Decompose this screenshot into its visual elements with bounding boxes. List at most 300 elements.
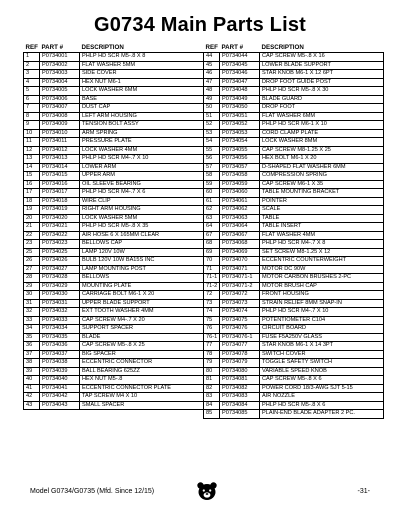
- ref-cell: 37: [24, 350, 40, 359]
- part-number-cell: P0734011: [40, 138, 80, 147]
- page-footer: [30, 485, 370, 501]
- ref-cell: 85: [204, 410, 220, 419]
- ref-cell: 31: [24, 299, 40, 308]
- ref-cell: 43: [24, 401, 40, 410]
- table-row: [204, 87, 384, 96]
- description-cell: PRESSURE PLATE: [80, 138, 204, 147]
- description-cell: SCALE: [260, 206, 384, 215]
- part-number-cell: P0734041: [40, 384, 80, 393]
- ref-cell: 33: [24, 316, 40, 325]
- ref-cell: 80: [204, 367, 220, 376]
- description-cell: CIRCUIT BOARD: [260, 325, 384, 334]
- part-number-cell: P0734063: [220, 214, 260, 223]
- table-row: [204, 274, 384, 283]
- description-cell: DROP FOOT: [260, 104, 384, 113]
- table-row: [24, 61, 204, 70]
- description-cell: POWER CORD 18/3-AWG SJT 5-15: [260, 384, 384, 393]
- part-number-cell: P0734038: [40, 359, 80, 368]
- description-cell: WIRE CLIP: [80, 197, 204, 206]
- description-cell: PHLP HD SCR M5-.8 X 8: [80, 53, 204, 62]
- description-cell: CAP SCREW M5-.8 X 16: [260, 53, 384, 62]
- description-cell: HEX NUT M6-1: [80, 78, 204, 87]
- ref-cell: 34: [24, 325, 40, 334]
- ref-cell: 72: [204, 291, 220, 300]
- part-number-cell: P0734021: [40, 223, 80, 232]
- description-cell: CORD CLAMP PLATE: [260, 129, 384, 138]
- table-row: [204, 393, 384, 402]
- table-row: [24, 359, 204, 368]
- part-number-cell: P0734034: [40, 325, 80, 334]
- part-number-cell: P0734008: [40, 112, 80, 121]
- description-cell: LOCK WASHER 8MM: [260, 138, 384, 147]
- table-row: [204, 265, 384, 274]
- part-number-cell: P0734026: [40, 257, 80, 266]
- part-number-cell: P0734017: [40, 189, 80, 198]
- description-cell: LOCK WASHER 5MM: [80, 214, 204, 223]
- part-number-cell: P0734077: [220, 342, 260, 351]
- ref-cell: 28: [24, 274, 40, 283]
- description-cell: STAR KNOB M6-1 X 14 3PT: [260, 342, 384, 351]
- description-cell: SET SCREW M8-1.25 X 12: [260, 248, 384, 257]
- table-row: [204, 325, 384, 334]
- part-number-cell: P0734002: [40, 61, 80, 70]
- part-number-cell: P0734016: [40, 180, 80, 189]
- description-cell: POTENTIOMETER C104: [260, 316, 384, 325]
- part-number-cell: P0734042: [40, 393, 80, 402]
- part-number-cell: P0734070: [220, 257, 260, 266]
- description-cell: TAP SCREW M4 X 10: [80, 393, 204, 402]
- part-number-cell: P0734068: [220, 240, 260, 249]
- ref-cell: 6: [24, 95, 40, 104]
- table-row: [204, 189, 384, 198]
- table-row: [24, 350, 204, 359]
- description-cell: UPPER BLADE SUPPORT: [80, 299, 204, 308]
- description-cell: CARRIAGE BOLT M6-1 X 20: [80, 291, 204, 300]
- table-row: [24, 291, 204, 300]
- ref-cell: 83: [204, 393, 220, 402]
- ref-cell: 56: [204, 155, 220, 164]
- table-row: [24, 87, 204, 96]
- part-number-cell: P0734020: [40, 214, 80, 223]
- description-cell: TABLE: [260, 214, 384, 223]
- part-number-cell: P0734058: [220, 172, 260, 181]
- table-row: [204, 291, 384, 300]
- ref-cell: 35: [24, 333, 40, 342]
- part-number-cell: P0734043: [40, 401, 80, 410]
- description-cell: OIL SLEEVE BEARING: [80, 180, 204, 189]
- description-cell: PHLP HD SCR M4-.7 X 10: [80, 155, 204, 164]
- part-number-cell: P0734039: [40, 367, 80, 376]
- table-row: [24, 231, 204, 240]
- description-cell: HEX BOLT M6-1 X 20: [260, 155, 384, 164]
- table-row: [24, 333, 204, 342]
- ref-cell: 47: [204, 78, 220, 87]
- table-row: [24, 155, 204, 164]
- description-cell: BELLOWS CAP: [80, 240, 204, 249]
- description-cell: BULB 120V 10W BA15S INC: [80, 257, 204, 266]
- footer-model-text: Model G0734/G0735 (Mfd. Since 12/15): [30, 488, 155, 495]
- table-row: [24, 325, 204, 334]
- ref-cell: 71-2: [204, 282, 220, 291]
- table-row: [204, 231, 384, 240]
- table-row: [204, 146, 384, 155]
- part-number-cell: P0734007: [40, 104, 80, 113]
- ref-cell: 51: [204, 112, 220, 121]
- description-cell: ECCENTRIC CONNECTOR PLATE: [80, 384, 204, 393]
- table-row: [204, 299, 384, 308]
- ref-cell: 30: [24, 291, 40, 300]
- part-number-cell: P0734064: [220, 223, 260, 232]
- ref-cell: 39: [24, 367, 40, 376]
- ref-cell: 48: [204, 87, 220, 96]
- part-number-cell: P0734078: [220, 350, 260, 359]
- ref-cell: 73: [204, 299, 220, 308]
- grizzly-bear-logo-icon: [196, 481, 218, 501]
- description-cell: MOTOR BRUSH CAP: [260, 282, 384, 291]
- table-row: [204, 155, 384, 164]
- part-number-cell: P0734006: [40, 95, 80, 104]
- description-cell: FUSE F5A250V GLASS: [260, 333, 384, 342]
- part-number-cell: P0734022: [40, 231, 80, 240]
- part-number-cell: P0734067: [220, 231, 260, 240]
- description-cell: FLAT WASHER 6MM: [260, 112, 384, 121]
- description-cell: LOWER ARM: [80, 163, 204, 172]
- table-row: [24, 367, 204, 376]
- table-row: [204, 342, 384, 351]
- part-number-cell: P0734054: [220, 138, 260, 147]
- description-cell: CAP SCREW M6-1 X 35: [260, 180, 384, 189]
- table-row: [204, 70, 384, 79]
- ref-cell: 29: [24, 282, 40, 291]
- table-row: [204, 172, 384, 181]
- part-number-cell: P0734050: [220, 104, 260, 113]
- table-row: [24, 180, 204, 189]
- ref-cell: 53: [204, 129, 220, 138]
- table-row: [204, 112, 384, 121]
- part-number-cell: P0734075: [220, 316, 260, 325]
- table-row: [24, 316, 204, 325]
- table-row: [204, 121, 384, 130]
- ref-cell: 27: [24, 265, 40, 274]
- ref-cell: 57: [204, 163, 220, 172]
- table-row: [24, 172, 204, 181]
- ref-cell: 19: [24, 206, 40, 215]
- ref-cell: 3: [24, 70, 40, 79]
- part-number-cell: P0734083: [220, 393, 260, 402]
- description-cell: POINTER: [260, 197, 384, 206]
- description-cell: DROP FOOT GUIDE POST: [260, 78, 384, 87]
- part-number-cell: P0734055: [220, 146, 260, 155]
- ref-cell: 12: [24, 146, 40, 155]
- description-cell: PLAIN-END BLADE ADAPTER 2 PC.: [260, 410, 384, 419]
- ref-cell: 42: [24, 393, 40, 402]
- ref-cell: 45: [204, 61, 220, 70]
- ref-cell: 67: [204, 231, 220, 240]
- description-cell: FLAT WASHER 4MM: [260, 231, 384, 240]
- part-number-cell: P0734060: [220, 189, 260, 198]
- ref-cell: 78: [204, 350, 220, 359]
- ref-cell: 22: [24, 231, 40, 240]
- ref-cell: 77: [204, 342, 220, 351]
- ref-cell: 25: [24, 248, 40, 257]
- part-number-cell: P0734071: [220, 265, 260, 274]
- description-cell: DUST CAP: [80, 104, 204, 113]
- description-cell: AIR NOZZLE: [260, 393, 384, 402]
- description-cell: TABLE INSERT: [260, 223, 384, 232]
- ref-cell: 4: [24, 78, 40, 87]
- ref-cell: 10: [24, 129, 40, 138]
- table-row: [204, 410, 384, 419]
- part-number-cell: P0734071-2: [220, 282, 260, 291]
- part-number-cell: P0734025: [40, 248, 80, 257]
- description-cell: PHLP HD SCR M5-.8 X 30: [260, 87, 384, 96]
- ref-column-header: REF: [25, 44, 38, 51]
- description-cell: STRAIN RELIEF 8MM SNAP-IN: [260, 299, 384, 308]
- part-number-cell: P0734040: [40, 376, 80, 385]
- ref-cell: 54: [204, 138, 220, 147]
- table-row: [24, 257, 204, 266]
- ref-cell: 61: [204, 197, 220, 206]
- table-row: [24, 214, 204, 223]
- description-cell: D-SHAPED FLAT WASHER 6MM: [260, 163, 384, 172]
- ref-cell: 36: [24, 342, 40, 351]
- table-row: [204, 95, 384, 104]
- description-cell: CAP SCREW M5-.8 X 6: [260, 376, 384, 385]
- part-number-cell: P0734035: [40, 333, 80, 342]
- part-number-cell: P0734023: [40, 240, 80, 249]
- description-cell: BALL BEARING 625ZZ: [80, 367, 204, 376]
- table-row: [204, 376, 384, 385]
- ref-cell: 2: [24, 61, 40, 70]
- part-number-cell: P0734032: [40, 308, 80, 317]
- ref-cell: 1: [24, 53, 40, 62]
- table-row: [24, 384, 204, 393]
- part-number-cell: P0734031: [40, 299, 80, 308]
- ref-cell: 7: [24, 104, 40, 113]
- ref-cell: 69: [204, 248, 220, 257]
- part-number-cell: P0734033: [40, 316, 80, 325]
- description-cell: BIG SPACER: [80, 350, 204, 359]
- ref-cell: 5: [24, 87, 40, 96]
- description-cell: AIR HOSE 6 X 165MM CLEAR: [80, 231, 204, 240]
- part-number-cell: P0734012: [40, 146, 80, 155]
- table-row: [204, 214, 384, 223]
- ref-cell: 60: [204, 189, 220, 198]
- part-number-cell: P0734074: [220, 308, 260, 317]
- description-cell: PHLP HD SCR M4-.7 X 10: [260, 308, 384, 317]
- description-cell: STAR KNOB M6-1 X 12 6PT: [260, 70, 384, 79]
- part-number-cell: P0734030: [40, 291, 80, 300]
- description-cell: BLADE: [80, 333, 204, 342]
- ref-cell: 18: [24, 197, 40, 206]
- description-cell: FLAT WASHER 5MM: [80, 61, 204, 70]
- description-cell: HEX NUT M5-.8: [80, 376, 204, 385]
- part-number-cell: P0734069: [220, 248, 260, 257]
- part-number-cell: P0734073: [220, 299, 260, 308]
- table-row: [24, 342, 204, 351]
- part-number-cell: P0734004: [40, 78, 80, 87]
- table-row: [204, 138, 384, 147]
- description-cell: TENSION BOLT ASSY: [80, 121, 204, 130]
- part-number-cell: P0734079: [220, 359, 260, 368]
- part-number-cell: P0734044: [220, 53, 260, 62]
- table-row: [24, 146, 204, 155]
- description-cell: ECCENTRIC COUNTERWEIGHT: [260, 257, 384, 266]
- part-number-cell: P0734071-1: [220, 274, 260, 283]
- table-row: [24, 95, 204, 104]
- part-number-cell: P0734076: [220, 325, 260, 334]
- description-cell: RIGHT ARM HOUSING: [80, 206, 204, 215]
- description-cell: LOWER BLADE SUPPORT: [260, 61, 384, 70]
- table-row: [24, 248, 204, 257]
- ref-cell: 52: [204, 121, 220, 130]
- table-row: [204, 53, 384, 62]
- page-title: G0734 Main Parts List: [93, 14, 307, 36]
- ref-cell: 13: [24, 155, 40, 164]
- table-row: [24, 393, 204, 402]
- description-cell: PHLP HD SCR M6-1 X 10: [260, 121, 384, 130]
- ref-cell: 26: [24, 257, 40, 266]
- part-column-header: PART #: [220, 44, 260, 53]
- table-row: [24, 197, 204, 206]
- description-cell: MOTOR CARBON BRUSHES 2-PC: [260, 274, 384, 283]
- part-number-cell: P0734005: [40, 87, 80, 96]
- description-cell: PHLP HD SCR M5-.8 X 6: [260, 401, 384, 410]
- ref-cell: 68: [204, 240, 220, 249]
- description-cell: LOCK WASHER 4MM: [80, 146, 204, 155]
- ref-cell: 79: [204, 359, 220, 368]
- ref-column-header: REF: [205, 44, 218, 51]
- part-number-cell: P0734019: [40, 206, 80, 215]
- ref-cell: 75: [204, 316, 220, 325]
- table-row: [204, 401, 384, 410]
- ref-cell: 46: [204, 70, 220, 79]
- ref-cell: 16: [24, 180, 40, 189]
- description-cell: SMALL SPACER: [80, 401, 204, 410]
- table-row: [24, 376, 204, 385]
- ref-cell: 59: [204, 180, 220, 189]
- ref-cell: 44: [204, 53, 220, 62]
- ref-cell: 64: [204, 223, 220, 232]
- ref-cell: 81: [204, 376, 220, 385]
- description-cell: LOCK WASHER 6MM: [80, 87, 204, 96]
- part-number-cell: P0734053: [220, 129, 260, 138]
- ref-cell: 40: [24, 376, 40, 385]
- table-row: [204, 61, 384, 70]
- table-row: [204, 282, 384, 291]
- ref-cell: 15: [24, 172, 40, 181]
- part-number-cell: P0734057: [220, 163, 260, 172]
- table-row: [204, 129, 384, 138]
- part-number-cell: P0734081: [220, 376, 260, 385]
- part-number-cell: P0734013: [40, 155, 80, 164]
- description-cell: CAP SCREW M4-.7 X 20: [80, 316, 204, 325]
- part-number-cell: P0734076-1: [220, 333, 260, 342]
- parts-table-left: [23, 44, 203, 410]
- ref-cell: 11: [24, 138, 40, 147]
- description-cell: MOUNTING PLATE: [80, 282, 204, 291]
- part-number-cell: P0734014: [40, 163, 80, 172]
- part-number-cell: P0734085: [220, 410, 260, 419]
- description-cell: SIDE COVER: [80, 70, 204, 79]
- table-row: [24, 138, 204, 147]
- table-row: [204, 240, 384, 249]
- table-row: [24, 308, 204, 317]
- table-row: [24, 401, 204, 410]
- table-header-row: [24, 44, 204, 53]
- page-number: -31-: [357, 488, 370, 495]
- part-number-cell: P0734036: [40, 342, 80, 351]
- description-cell: LAMP MOUNTING POST: [80, 265, 204, 274]
- description-cell: VARIABLE SPEED KNOB: [260, 367, 384, 376]
- ref-cell: 9: [24, 121, 40, 130]
- part-number-cell: P0734084: [220, 401, 260, 410]
- table-row: [204, 257, 384, 266]
- part-number-cell: P0734027: [40, 265, 80, 274]
- part-number-cell: P0734046: [220, 70, 260, 79]
- part-number-cell: P0734009: [40, 121, 80, 130]
- table-row: [204, 78, 384, 87]
- table-row: [204, 367, 384, 376]
- ref-cell: 76-1: [204, 333, 220, 342]
- ref-cell: 55: [204, 146, 220, 155]
- ref-cell: 38: [24, 359, 40, 368]
- ref-cell: 17: [24, 189, 40, 198]
- ref-cell: 58: [204, 172, 220, 181]
- description-cell: BLADE GUARD: [260, 95, 384, 104]
- description-cell: PHLP HD SCR M4-.7 X 6: [80, 189, 204, 198]
- ref-cell: 21: [24, 223, 40, 232]
- part-column-header: PART #: [40, 44, 80, 53]
- ref-cell: 74: [204, 308, 220, 317]
- table-row: [204, 206, 384, 215]
- table-row: [204, 248, 384, 257]
- part-number-cell: P0734051: [220, 112, 260, 121]
- parts-table-right: [203, 44, 383, 419]
- description-cell: SWITCH COVER: [260, 350, 384, 359]
- description-cell: CAP SCREW M8-1.25 X 25: [260, 146, 384, 155]
- part-number-cell: P0734037: [40, 350, 80, 359]
- table-row: [24, 282, 204, 291]
- part-number-cell: P0734015: [40, 172, 80, 181]
- part-number-cell: P0734056: [220, 155, 260, 164]
- table-row: [204, 163, 384, 172]
- table-row: [24, 274, 204, 283]
- part-number-cell: P0734059: [220, 180, 260, 189]
- ref-cell: 14: [24, 163, 40, 172]
- ref-cell: 76: [204, 325, 220, 334]
- table-header-row: [204, 44, 384, 53]
- part-number-cell: P0734048: [220, 87, 260, 96]
- description-cell: COMPRESSION SPRING: [260, 172, 384, 181]
- table-row: [24, 53, 204, 62]
- table-row: [204, 104, 384, 113]
- part-number-cell: P0734061: [220, 197, 260, 206]
- description-cell: BASE: [80, 95, 204, 104]
- table-row: [24, 104, 204, 113]
- ref-cell: 71-1: [204, 274, 220, 283]
- description-cell: SUPPORT SPACER: [80, 325, 204, 334]
- part-number-cell: P0734072: [220, 291, 260, 300]
- description-column-header: DESCRIPTION: [260, 44, 384, 53]
- part-number-cell: P0734003: [40, 70, 80, 79]
- table-row: [204, 180, 384, 189]
- table-row: [24, 163, 204, 172]
- table-row: [24, 78, 204, 87]
- part-number-cell: P0734047: [220, 78, 260, 87]
- part-number-cell: P0734082: [220, 384, 260, 393]
- ref-cell: 32: [24, 308, 40, 317]
